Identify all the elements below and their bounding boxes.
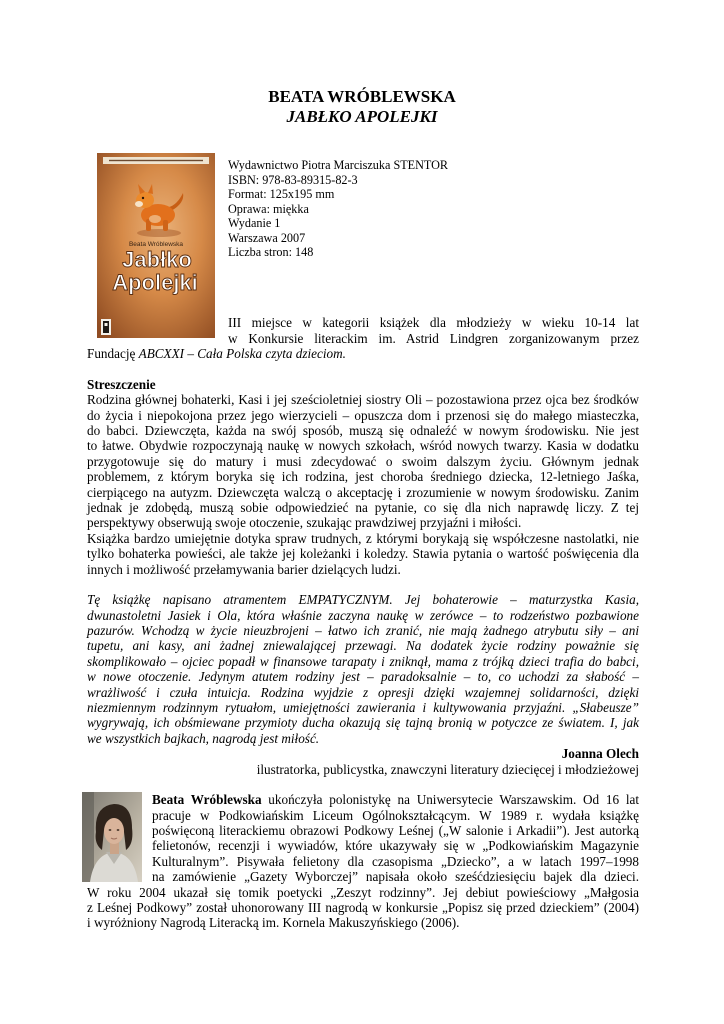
page-count: Liczba stron: 148 [228, 245, 314, 259]
bio-line-rest: ukończyła polonistykę na Uniwersytecie Warszawskim. Od 16 lat [261, 792, 639, 808]
edition: Wydanie 1 [228, 216, 281, 230]
format: Format: 125x195 mm [228, 187, 335, 201]
award-line: III miejsce w kategorii książek dla młodzieży w wieku 10-14 lat [228, 315, 639, 331]
bio-line: i wyróżniony Nagrodą Literacką im. Kornela Makuszyńskiego (2006). [87, 915, 460, 931]
review-line: wrażliwość i czuła intuicja. Rodzina wyjdzie z opresji dzięki wzajemnej solidarności, dzięki [87, 684, 639, 700]
review-line: Tę książkę napisano atramentem EMPATYCZNYM. Jej bohaterowie – maturzystka Kasia, [87, 592, 639, 608]
publisher: Wydawnictwo Piotra Marciszuka STENTOR [228, 158, 449, 172]
cover-award-band [103, 157, 209, 164]
summary-line: Książka bardzo umiejętnie dotyka spraw trudnych, z którymi borykają się współczesne nastolatki, nie [87, 530, 639, 546]
bio-line: Kulturalnym”. Pisywała felietony dla czasopisma „Dziecko”, a w latach 1997–1998 [152, 853, 639, 869]
review-line: skomplikowało – ojciec popadł w finansowe tarapaty i zniknął, mama z trójką dzieci trafia do babci, [87, 653, 639, 669]
summary-line: perspektywy obserwują swoje otoczenie, szukając prawdziwej przyjaźni i miłości. [87, 515, 522, 531]
book-title-heading: JABŁKO APOLEJKI [286, 107, 438, 126]
bio-line: na zamówienie „Gazety Wyborczej” napisała około sześćdziesięciu bajek dla dzieci. [152, 869, 639, 885]
review-line: w nowe otoczenie. Jedynym atutem rodziny jest – paradoksalnie – to, co uchodzi za słabość – [87, 669, 639, 685]
award-line [87, 346, 639, 361]
summary-line: cierpiącego na autyzm. Dziewczęta walczą o akceptację i zrozumienie w nowym środowisku. Zanim [87, 484, 639, 500]
summary-heading: Streszczenie [87, 377, 156, 392]
place-year: Warszawa 2007 [228, 230, 306, 245]
summary-line: problemem, z którym boryka się ich rodzina, jest choroba średniego dziecka, 12-letniego Jaśka, [87, 469, 639, 485]
cover-title-line1: Jabłko [122, 247, 192, 272]
review-line: tupetu, ani kasy, ani żadnej zniewalającej przewagi. Na dodatek życie rodziny poważnie się [87, 638, 639, 654]
bio-line: pracuje w Podkowiańskim Liceum Ogólnokształcącym. W 1989 r. wydała książkę [152, 807, 639, 823]
author-bio [87, 792, 639, 931]
review-line: wygrywają, ich obśmiewane przymioty ducha okazują się tajną bronią w potyczce ze światem. I, jak [87, 715, 639, 731]
binding: Oprawa: miękka [228, 201, 309, 216]
summary-text [87, 392, 639, 577]
document-header [86, 87, 638, 127]
cover-title-line2: Apolejki [112, 270, 198, 295]
summary-line: jednak je zdobędą, muszą sobie odpowiedzieć na pytanie, co się dla nich naprawdę liczy. Z tej [87, 500, 639, 516]
summary-line: przygotowuje się do matury i musi zdecydować o swoim dalszym życiu. Głównym jednak [87, 453, 639, 469]
review-author-name: Joanna Olech [561, 746, 639, 762]
isbn: ISBN: 978-83-89315-82-3 [228, 172, 358, 187]
book-author-heading: BEATA WRÓBLEWSKA [268, 87, 456, 106]
award-foundation-name: ABCXXI – Cała Polska czyta dzieciom. [138, 346, 346, 362]
book-cover-image [97, 153, 215, 338]
summary-line: tylko bohaterka powieści, ale także jej koleżanki i koledzy. Stawia pytania o wartość poświęcenia dla [87, 546, 639, 562]
summary-line: do babci. Dziewczęta, każda na swój sposób, muszą się odnaleźć w nowym środowisku. Nie jest [87, 423, 639, 439]
bio-line [152, 792, 639, 807]
award-paragraph [87, 315, 639, 361]
review-line: pazurów. Wchodzą w życie nieuzbrojeni – łatwo ich zranić, nie mają żadnego atrybutu siły – ani [87, 623, 639, 639]
review-quote [87, 592, 639, 746]
bio-author-name: Beata Wróblewska [152, 792, 262, 808]
award-line: w Konkursie literackim im. Astrid Lindgren zorganizowanym przez [228, 330, 639, 346]
summary-line: do życia i niepokojona przez jego wierzycieli – opuszcza dom i przenosi się do małego miasteczka, [87, 407, 639, 423]
review-line: we wszystkich bajkach, nagrodą jest miłość. [87, 730, 320, 746]
review-line: niezmiennym rodzinnym rytuałom, umiejętności zawierania i kultywowania przyjaźni. „Słabeusze” [87, 700, 639, 716]
review-signature [87, 746, 639, 777]
cover-author-text: Beata Wróblewska [128, 241, 184, 248]
summary-line: Rodzina głównej bohaterki, Kasi i jej sześcioletniej siostry Oli – pozostawiona przez ojca bez środków [87, 392, 639, 408]
bio-line: W roku 2004 ukazał się tomik poetycki „Zeszyt rodzinny”. Jej debiut powieściowy „Małgosia [87, 884, 639, 900]
bio-line: poświęconą literackiemu obrazowi Podkowy Leśnej („W salonie i Arkadii”). Jest autorką [152, 823, 639, 839]
publication-details [228, 158, 628, 260]
review-line: dwunastoletni Jasiek i Ola, która właśnie zaczyna naukę w zerówce – to rodzeństwo pozbawione [87, 607, 639, 623]
book-cover-art [97, 153, 215, 338]
summary-line: to łatwe. Obydwie rozpoczynają naukę w nowych szkołach, wśród nowych twarzy. Kasia w dodatku [87, 438, 639, 454]
bio-line: z Leśnej Podkowy” został uhonorowany III nagrodą w konkursie „Popisz się przed dzieckiem” (2004) [87, 900, 639, 916]
review-author-role: ilustratorka, publicystka, znawczyni literatury dziecięcej i młodzieżowej [256, 761, 639, 777]
award-foundation-prefix: Fundację [87, 346, 139, 362]
bio-line: felietonów, recenzji i wywiadów, które ukazywały się w „Podkowiańskim Magazynie [152, 838, 639, 854]
summary-line: innych i możliwość przełamywania barier dzielących ludzi. [87, 561, 401, 577]
